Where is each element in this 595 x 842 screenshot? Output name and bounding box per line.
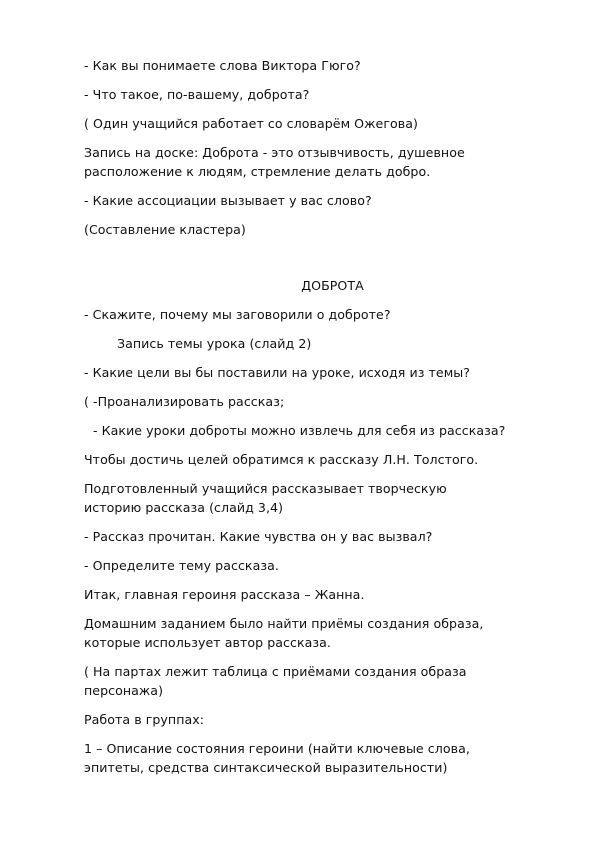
- question-kindness: - Что такое, по-вашему, доброта?: [84, 87, 310, 102]
- question-why-kindness: - Скажите, почему мы заговорили о доброте?: [84, 307, 391, 322]
- question-goals: - Какие цели вы бы поставили на уроке, исходя из темы?: [84, 365, 470, 380]
- board-record-line-1: Запись на доске: Доброта - это отзывчивость, душевное: [84, 145, 465, 160]
- note-dictionary: ( Один учащийся работает со словарём Ожегова): [84, 116, 418, 131]
- lesson-topic-note: Запись темы урока (слайд 2): [117, 336, 312, 351]
- goal-lessons: - Какие уроки доброты можно извлечь для себя из рассказа?: [93, 423, 506, 438]
- question-hugo: - Как вы понимаете слова Виктора Гюго?: [84, 58, 361, 73]
- group-task-line-2: эпитеты, средства синтаксической выразительности): [84, 760, 448, 775]
- student-story-line-1: Подготовленный учащийся рассказывает творческую: [84, 481, 447, 496]
- group-work-heading: Работа в группах:: [84, 712, 205, 727]
- question-feelings: - Рассказ прочитан. Какие чувства он у вас вызвал?: [84, 529, 433, 544]
- table-note-line-2: персонажа): [84, 683, 164, 698]
- note-cluster: (Составление кластера): [84, 222, 246, 237]
- homework-line-2: которые использует автор рассказа.: [84, 635, 331, 650]
- cluster-heading: ДОБРОТА: [301, 278, 364, 293]
- tolstoy-reference: Чтобы достичь целей обратимся к рассказу Л.Н. Толстого.: [84, 452, 479, 467]
- main-heroine: Итак, главная героиня рассказа – Жанна.: [84, 587, 365, 602]
- table-note-line-1: ( На партах лежит таблица с приёмами создания образа: [84, 664, 467, 679]
- question-theme: - Определите тему рассказа.: [84, 558, 279, 573]
- board-record-line-2: расположение к людям, стремление делать добро.: [84, 164, 431, 179]
- group-task-line-1: 1 – Описание состояния героини (найти ключевые слова,: [84, 741, 470, 756]
- homework-line-1: Домашним заданием было найти приёмы создания образа,: [84, 616, 484, 631]
- question-associations: - Какие ассоциации вызывает у вас слово?: [84, 193, 372, 208]
- goal-analyze: ( -Проанализировать рассказ;: [84, 394, 285, 409]
- student-story-line-2: историю рассказа (слайд 3,4): [84, 500, 284, 515]
